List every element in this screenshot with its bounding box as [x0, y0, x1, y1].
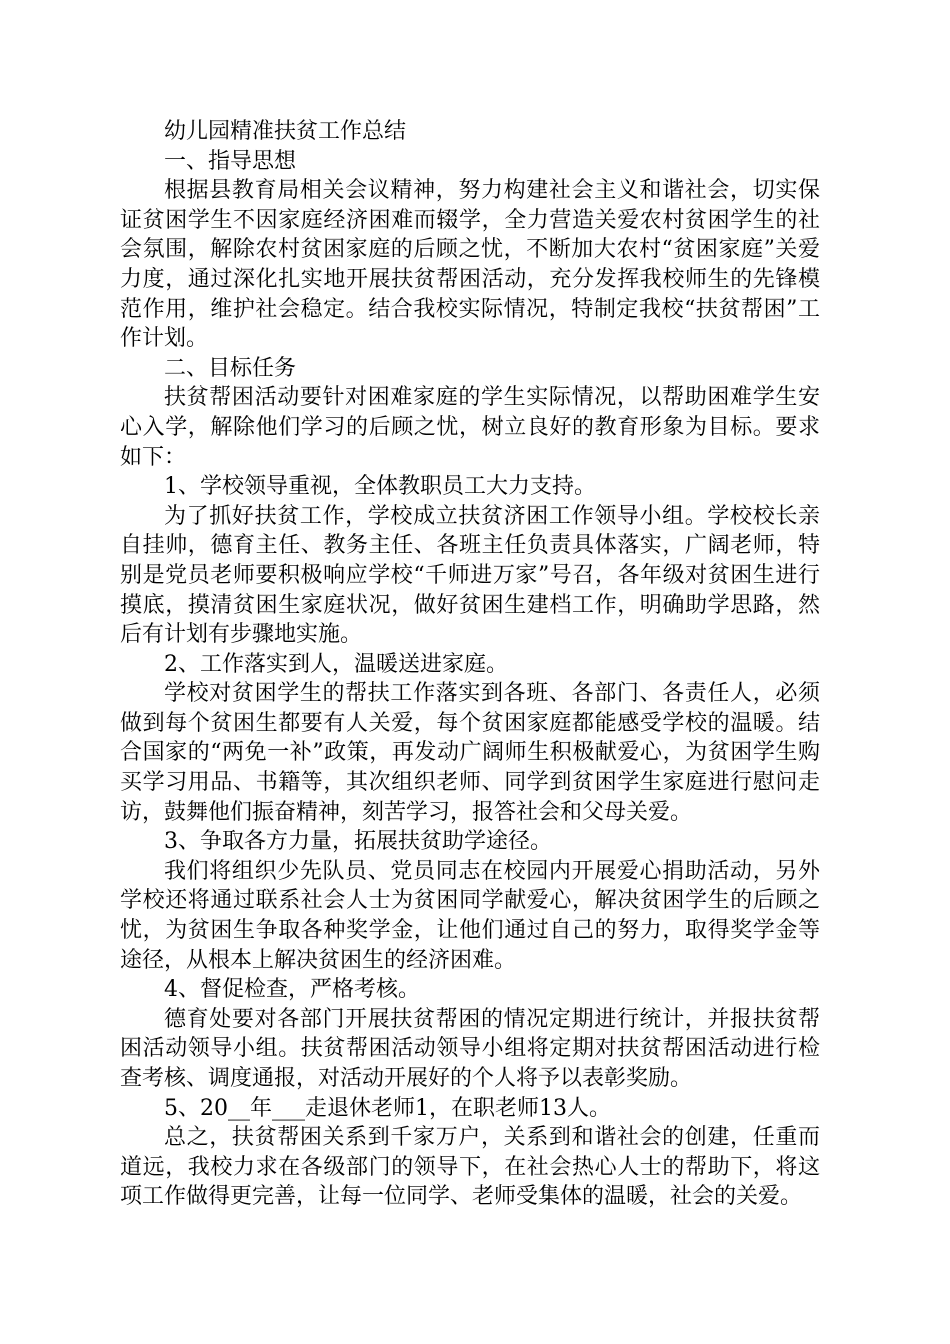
subheading: 4、督促检查，严格考核。	[164, 977, 420, 1003]
subheading: 1、学校领导重视，全体教职员工大力支持。	[164, 474, 596, 500]
paragraph: 我们将组织少先队员、党员同志在校园内开展爱心捐助活动，另外学校还将通过联系社会人士为贫困同学献爱心，解决贫困学生的后顾之忧，为贫困生争取各种奖学金，让他们通过自己的努力，取得奖学金等途径，从根本上解决贫困生的经济困难。	[120, 858, 820, 973]
subheading: 2、工作落实到人，温暖送进家庭。	[164, 651, 508, 677]
paragraph: 德育处要对各部门开展扶贫帮困的情况定期进行统计，并报扶贫帮困活动领导小组。扶贫帮困活动领导小组将定期对扶贫帮困活动进行检查考核、调度通报，对活动开展好的个人将予以表彰奖励。	[120, 1006, 820, 1091]
paragraph: 为了抓好扶贫工作，学校成立扶贫济困工作领导小组。学校校长亲自挂帅，德育主任、教务主任、各班主任负责具体落实，广阔老师，特别是党员老师要积极响应学校“千师进万家”号召，各年级对贫困生进行摸底，摸清贫困生家庭状况，做好贫困生建档工作，明确助学思路，然后有计划有步骤地实施。	[120, 503, 820, 648]
paragraph: 学校对贫困学生的帮扶工作落实到各班、各部门、各责任人，必须做到每个贫困生都要有人关爱，每个贫困家庭都能感受学校的温暖。结合国家的“两免一补”政策，再发动广阔师生积极献爱心，为贫困学生购买学习用品、书籍等，其次组织老师、同学到贫困学生家庭进行慰问走访，鼓舞他们振奋精神，刻苦学习，报答社会和父母关爱。	[120, 681, 820, 825]
section-heading: 一、指导思想	[164, 148, 297, 174]
section-heading: 二、目标任务	[164, 355, 297, 381]
document-body	[120, 117, 820, 1212]
paragraph: 扶贫帮困活动要针对困难家庭的学生实际情况，以帮助困难学生安心入学，解除他们学习的后顾之忧，树立良好的教育形象为目标。要求如下：	[120, 385, 820, 470]
subheading: 3、争取各方力量，拓展扶贫助学途径。	[164, 829, 552, 855]
document-title: 幼儿园精准扶贫工作总结	[164, 119, 407, 144]
paragraph: 根据县教育局相关会议精神，努力构建社会主义和谐社会，切实保证贫困学生不因家庭经济困难而辍学，全力营造关爱农村贫困学生的社会氛围，解除农村贫困家庭的后顾之忧，不断加大农村“贫困家庭”关爱力度，通过深化扎实地开展扶贫帮困活动，充分发挥我校师生的先锋模范作用，维护社会稳定。结合我校实际情况，特制定我校“扶贫帮困”工作计划。	[120, 178, 820, 352]
subheading: 5、20__年___走退休老师1，在职老师13人。	[164, 1095, 611, 1121]
paragraph: 总之，扶贫帮困关系到千家万户，关系到和谐社会的创建，任重而道远，我校力求在各级部门的领导下，在社会热心人士的帮助下，将这项工作做得更完善，让每一位同学、老师受集体的温暖，社会的关爱。	[120, 1125, 820, 1210]
